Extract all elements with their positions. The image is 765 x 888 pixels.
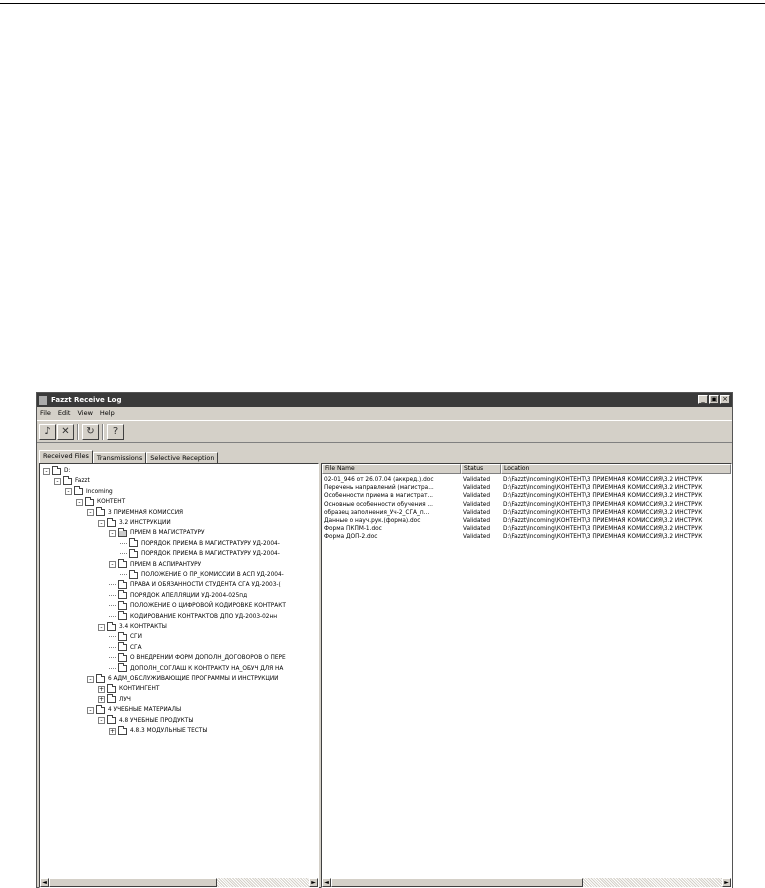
tree-node[interactable]: [109, 653, 286, 663]
folder-icon: [63, 478, 72, 485]
tree-node-label: КОДИРОВАНИЕ КОНТРАКТОВ ДПО УД-2003-02нн: [130, 613, 278, 620]
column-header-status[interactable]: Status: [461, 464, 501, 474]
tree-node-label: ПРИЕМ В МАГИСТРАТУРУ: [130, 530, 205, 537]
refresh-icon[interactable]: ↻: [82, 424, 99, 440]
table-row[interactable]: [322, 501, 732, 509]
tree-node-label: ПОЛОЖЕНИЕ О ПР_КОМИССИИ В АСП УД-2004-: [141, 572, 284, 578]
tree-node[interactable]: [109, 643, 142, 653]
folder-icon: [107, 624, 116, 631]
folder-icon: [129, 572, 138, 579]
tree-node[interactable]: [109, 664, 283, 674]
table-row[interactable]: [322, 484, 732, 492]
collapse-icon[interactable]: -: [87, 509, 94, 516]
folder-tree[interactable]: [39, 463, 319, 888]
help-icon[interactable]: ?: [107, 424, 124, 440]
tree-node-label: 4.8 УЧЕБНЫЕ ПРОДУКТЫ: [119, 717, 194, 724]
table-row[interactable]: [322, 492, 732, 500]
close-icon[interactable]: ✕: [57, 424, 74, 440]
status-cell: Validated: [463, 501, 491, 508]
folder-icon: [118, 561, 127, 568]
folder-icon: [118, 634, 127, 641]
tab-received-files[interactable]: Received Files: [39, 450, 93, 463]
expand-icon[interactable]: +: [110, 727, 116, 735]
folder-icon: [107, 520, 116, 527]
tab-selective-reception[interactable]: Selective Reception: [146, 452, 218, 463]
tree-node-label: СГА: [130, 644, 142, 651]
toolbar: [37, 420, 732, 443]
toolbar-separator: [77, 424, 79, 440]
window-title: Fazzt Receive Log: [51, 396, 122, 404]
tree-connector: [109, 584, 116, 586]
folder-icon: [129, 551, 138, 558]
tree-node-label: О ВНЕДРЕНИИ ФОРМ ДОПОЛН_ДОГОВОРОВ О ПЕРЕ: [130, 655, 286, 662]
status-cell: Validated: [463, 509, 491, 516]
tree-node[interactable]: [87, 674, 279, 684]
tree-node-label: 3.2 ИНСТРУКЦИИ: [119, 520, 171, 526]
title-bar[interactable]: [37, 393, 732, 407]
tree-connector: [109, 657, 116, 659]
tree-node-label: КОНТИНГЕНТ: [119, 686, 160, 693]
collapse-icon[interactable]: -: [76, 499, 83, 506]
tree-node-label: 4 УЧЕБНЫЕ МАТЕРИАЛЫ: [108, 707, 182, 714]
location-cell: D:\Fazzt\Incoming\КОНТЕНТ\3 ПРИЕМНАЯ КОМИССИЯ\3.2 ИНСТРУК: [503, 501, 703, 508]
column-header-location[interactable]: Location: [501, 464, 731, 474]
tree-node[interactable]: [87, 705, 181, 715]
location-cell: D:\Fazzt\Incoming\КОНТЕНТ\3 ПРИЕМНАЯ КОМИССИЯ\3.2 ИНСТРУК: [503, 518, 703, 524]
tree-connector: [120, 543, 127, 545]
collapse-icon[interactable]: -: [87, 676, 94, 683]
file-name-cell: Данные о науч.рук.(форма).doc: [324, 518, 421, 524]
collapse-icon[interactable]: -: [98, 624, 105, 631]
folder-icon: [74, 488, 83, 495]
file-name-cell: Форма ПКПМ-1.doc: [324, 526, 382, 533]
folder-icon: [118, 592, 127, 599]
table-row[interactable]: [322, 476, 732, 484]
folder-icon: [129, 540, 138, 547]
tree-connector: [109, 616, 116, 618]
tree-connector: [120, 574, 127, 576]
tree-connector: [109, 647, 116, 649]
tree-node[interactable]: [120, 570, 284, 580]
menu-help[interactable]: Help: [99, 409, 115, 417]
folder-icon: [118, 603, 127, 610]
scroll-left-icon[interactable]: ◄: [322, 878, 331, 887]
file-name-cell: Перечень направлений (магистра...: [324, 485, 434, 492]
tree-node[interactable]: [43, 466, 70, 476]
tree-connector: [109, 668, 116, 670]
toolbar-separator: [102, 424, 104, 440]
folder-icon: [118, 728, 127, 735]
maximize-button[interactable]: ▣: [710, 395, 718, 403]
tree-connector: [109, 595, 116, 597]
music-note-icon[interactable]: ♪: [39, 424, 56, 440]
location-cell: D:\Fazzt\Incoming\КОНТЕНТ\3 ПРИЕМНАЯ КОМИССИЯ\3.2 ИНСТРУК: [503, 509, 703, 516]
tree-node[interactable]: [54, 476, 90, 486]
folder-icon: [52, 468, 61, 475]
tree-node[interactable]: [109, 726, 207, 736]
scroll-thumb[interactable]: [331, 878, 583, 887]
tree-node-label: ПОРЯДОК АПЕЛЛЯЦИИ УД-2004-025пд: [130, 592, 248, 599]
status-cell: Validated: [463, 518, 491, 524]
tab-strip: [39, 450, 218, 463]
tree-node-label: 4.8.3 МОДУЛЬНЫЕ ТЕСТЫ: [130, 728, 208, 734]
tree-node[interactable]: [109, 591, 247, 601]
location-cell: D:\Fazzt\Incoming\КОНТЕНТ\3 ПРИЕМНАЯ КОМИССИЯ\3.2 ИНСТРУК: [503, 485, 703, 492]
folder-icon: [96, 676, 105, 683]
file-name-cell: образец заполнения_Уч-2_СГА_п...: [324, 509, 430, 516]
tree-node[interactable]: [109, 612, 277, 622]
tree-node-label: ПРИЕМ В АСПИРАНТУРУ: [130, 561, 202, 568]
folder-icon: [118, 655, 127, 662]
tree-node-label: Fazzt: [75, 478, 90, 485]
tree-node[interactable]: [109, 601, 286, 611]
tab-transmissions[interactable]: Transmissions: [93, 452, 146, 463]
folder-icon: [107, 686, 116, 693]
close-button[interactable]: ×: [720, 395, 730, 404]
folder-icon: [96, 509, 105, 516]
scroll-left-icon[interactable]: ◄: [40, 878, 49, 887]
file-name-cell: 02-01_946 от 26.07.04 (аккред.).doc: [324, 477, 434, 483]
tree-node-label: ДОПОЛН_СОГЛАШ К КОНТРАКТУ НА_ОБУЧ ДЛЯ НА: [130, 665, 284, 672]
table-row[interactable]: [322, 533, 732, 541]
status-cell: Validated: [463, 485, 491, 492]
tree-node-label: СГИ: [130, 634, 142, 641]
collapse-icon[interactable]: -: [54, 478, 61, 485]
folder-icon: [118, 582, 127, 589]
tree-node-label: 6 АДМ_ОБСЛУЖИВАЮЩИЕ ПРОГРАММЫ И ИНСТРУКЦИИ: [108, 676, 279, 682]
tree-node[interactable]: [98, 684, 159, 694]
collapse-icon[interactable]: -: [87, 707, 94, 714]
collapse-icon[interactable]: -: [109, 530, 116, 537]
receive-log-window: [36, 392, 733, 888]
tree-node[interactable]: [98, 695, 131, 705]
folder-icon: [96, 707, 105, 714]
tree-node-label: КОНТЕНТ: [97, 499, 126, 506]
scroll-right-icon[interactable]: ►: [722, 878, 731, 887]
minimize-button[interactable]: _: [698, 395, 708, 404]
table-row[interactable]: [322, 517, 732, 525]
tree-node-label: ЛУЧ: [119, 696, 131, 703]
tree-node[interactable]: [120, 549, 280, 559]
tree-node-label: ПОРЯДОК ПРИЕМА В МАГИСТРАТУРУ УД-2004-: [141, 551, 280, 558]
collapse-icon[interactable]: -: [65, 488, 72, 495]
folder-icon: [107, 717, 116, 724]
collapse-icon[interactable]: -: [43, 468, 50, 475]
tree-node[interactable]: [76, 497, 125, 507]
scroll-thumb[interactable]: [49, 878, 217, 887]
location-cell: D:\Fazzt\Incoming\КОНТЕНТ\3 ПРИЕМНАЯ КОМИССИЯ\3.2 ИНСТРУК: [503, 477, 703, 483]
tree-node[interactable]: [98, 622, 167, 632]
tree-horizontal-scrollbar[interactable]: [40, 878, 318, 887]
status-cell: Validated: [463, 493, 491, 500]
page-top-rule: [0, 3, 765, 4]
collapse-icon[interactable]: -: [109, 561, 116, 568]
expand-icon[interactable]: +: [99, 696, 105, 704]
tree-node-label: Incoming: [86, 488, 113, 495]
file-list-horizontal-scrollbar[interactable]: [322, 878, 731, 887]
status-cell: Validated: [463, 526, 491, 533]
folder-icon: [118, 665, 127, 672]
tree-node[interactable]: [109, 580, 281, 590]
file-name-cell: Особенности приема в магистрат...: [324, 493, 434, 500]
status-cell: Validated: [463, 477, 491, 483]
tree-node[interactable]: [109, 632, 142, 642]
collapse-icon[interactable]: -: [98, 717, 105, 724]
tree-node[interactable]: [98, 716, 193, 726]
app-icon: [39, 396, 47, 405]
tree-node[interactable]: [109, 528, 205, 538]
folder-icon: [118, 613, 127, 620]
tree-connector: [120, 553, 127, 555]
tree-connector: [109, 636, 116, 638]
folder-open-icon: [118, 530, 127, 537]
tree-node[interactable]: [98, 518, 171, 528]
location-cell: D:\Fazzt\Incoming\КОНТЕНТ\3 ПРИЕМНАЯ КОМИССИЯ\3.2 ИНСТРУК: [503, 534, 703, 541]
tree-node-label: ПОРЯДОК ПРИЕМА В МАГИСТРАТУРУ УД-2004-: [141, 540, 280, 547]
file-name-cell: Основные особенности обучения ...: [324, 501, 433, 508]
table-row[interactable]: [322, 525, 732, 533]
menu-edit[interactable]: Edit: [57, 409, 71, 417]
tree-node-label: 3 ПРИЕМНАЯ КОМИССИЯ: [108, 509, 184, 516]
location-cell: D:\Fazzt\Incoming\КОНТЕНТ\3 ПРИЕМНАЯ КОМИССИЯ\3.2 ИНСТРУК: [503, 493, 703, 500]
column-header-file-name[interactable]: File Name: [322, 464, 461, 474]
tree-node[interactable]: [87, 508, 183, 518]
file-list: [321, 463, 732, 888]
tree-connector: [109, 605, 116, 607]
expand-icon[interactable]: +: [99, 685, 105, 693]
location-cell: D:\Fazzt\Incoming\КОНТЕНТ\3 ПРИЕМНАЯ КОМИССИЯ\3.2 ИНСТРУК: [503, 526, 703, 533]
file-list-header: [322, 464, 731, 474]
collapse-icon[interactable]: -: [98, 520, 105, 527]
folder-icon: [118, 644, 127, 651]
folder-icon: [107, 696, 116, 703]
tree-node-label: 3.4 КОНТРАКТЫ: [119, 624, 167, 630]
menu-file[interactable]: File: [40, 409, 51, 417]
scroll-right-icon[interactable]: ►: [309, 878, 318, 887]
tree-node[interactable]: [120, 539, 280, 549]
tree-node-label: D:: [64, 468, 71, 474]
tree-node-label: ПРАВА И ОБЯЗАННОСТИ СТУДЕНТА СГА УД-2003-(: [130, 582, 281, 589]
menu-bar: [37, 408, 115, 419]
tree-node[interactable]: [65, 487, 113, 497]
file-name-cell: Форма ДОП-2.doc: [324, 534, 378, 541]
tree-node-label: ПОЛОЖЕНИЕ О ЦИФРОВОЙ КОДИРОВКЕ КОНТРАКТ: [130, 603, 286, 610]
menu-view[interactable]: View: [77, 409, 93, 417]
tree-node[interactable]: [109, 560, 201, 570]
folder-icon: [85, 499, 94, 506]
status-cell: Validated: [463, 534, 491, 541]
table-row[interactable]: [322, 509, 732, 517]
